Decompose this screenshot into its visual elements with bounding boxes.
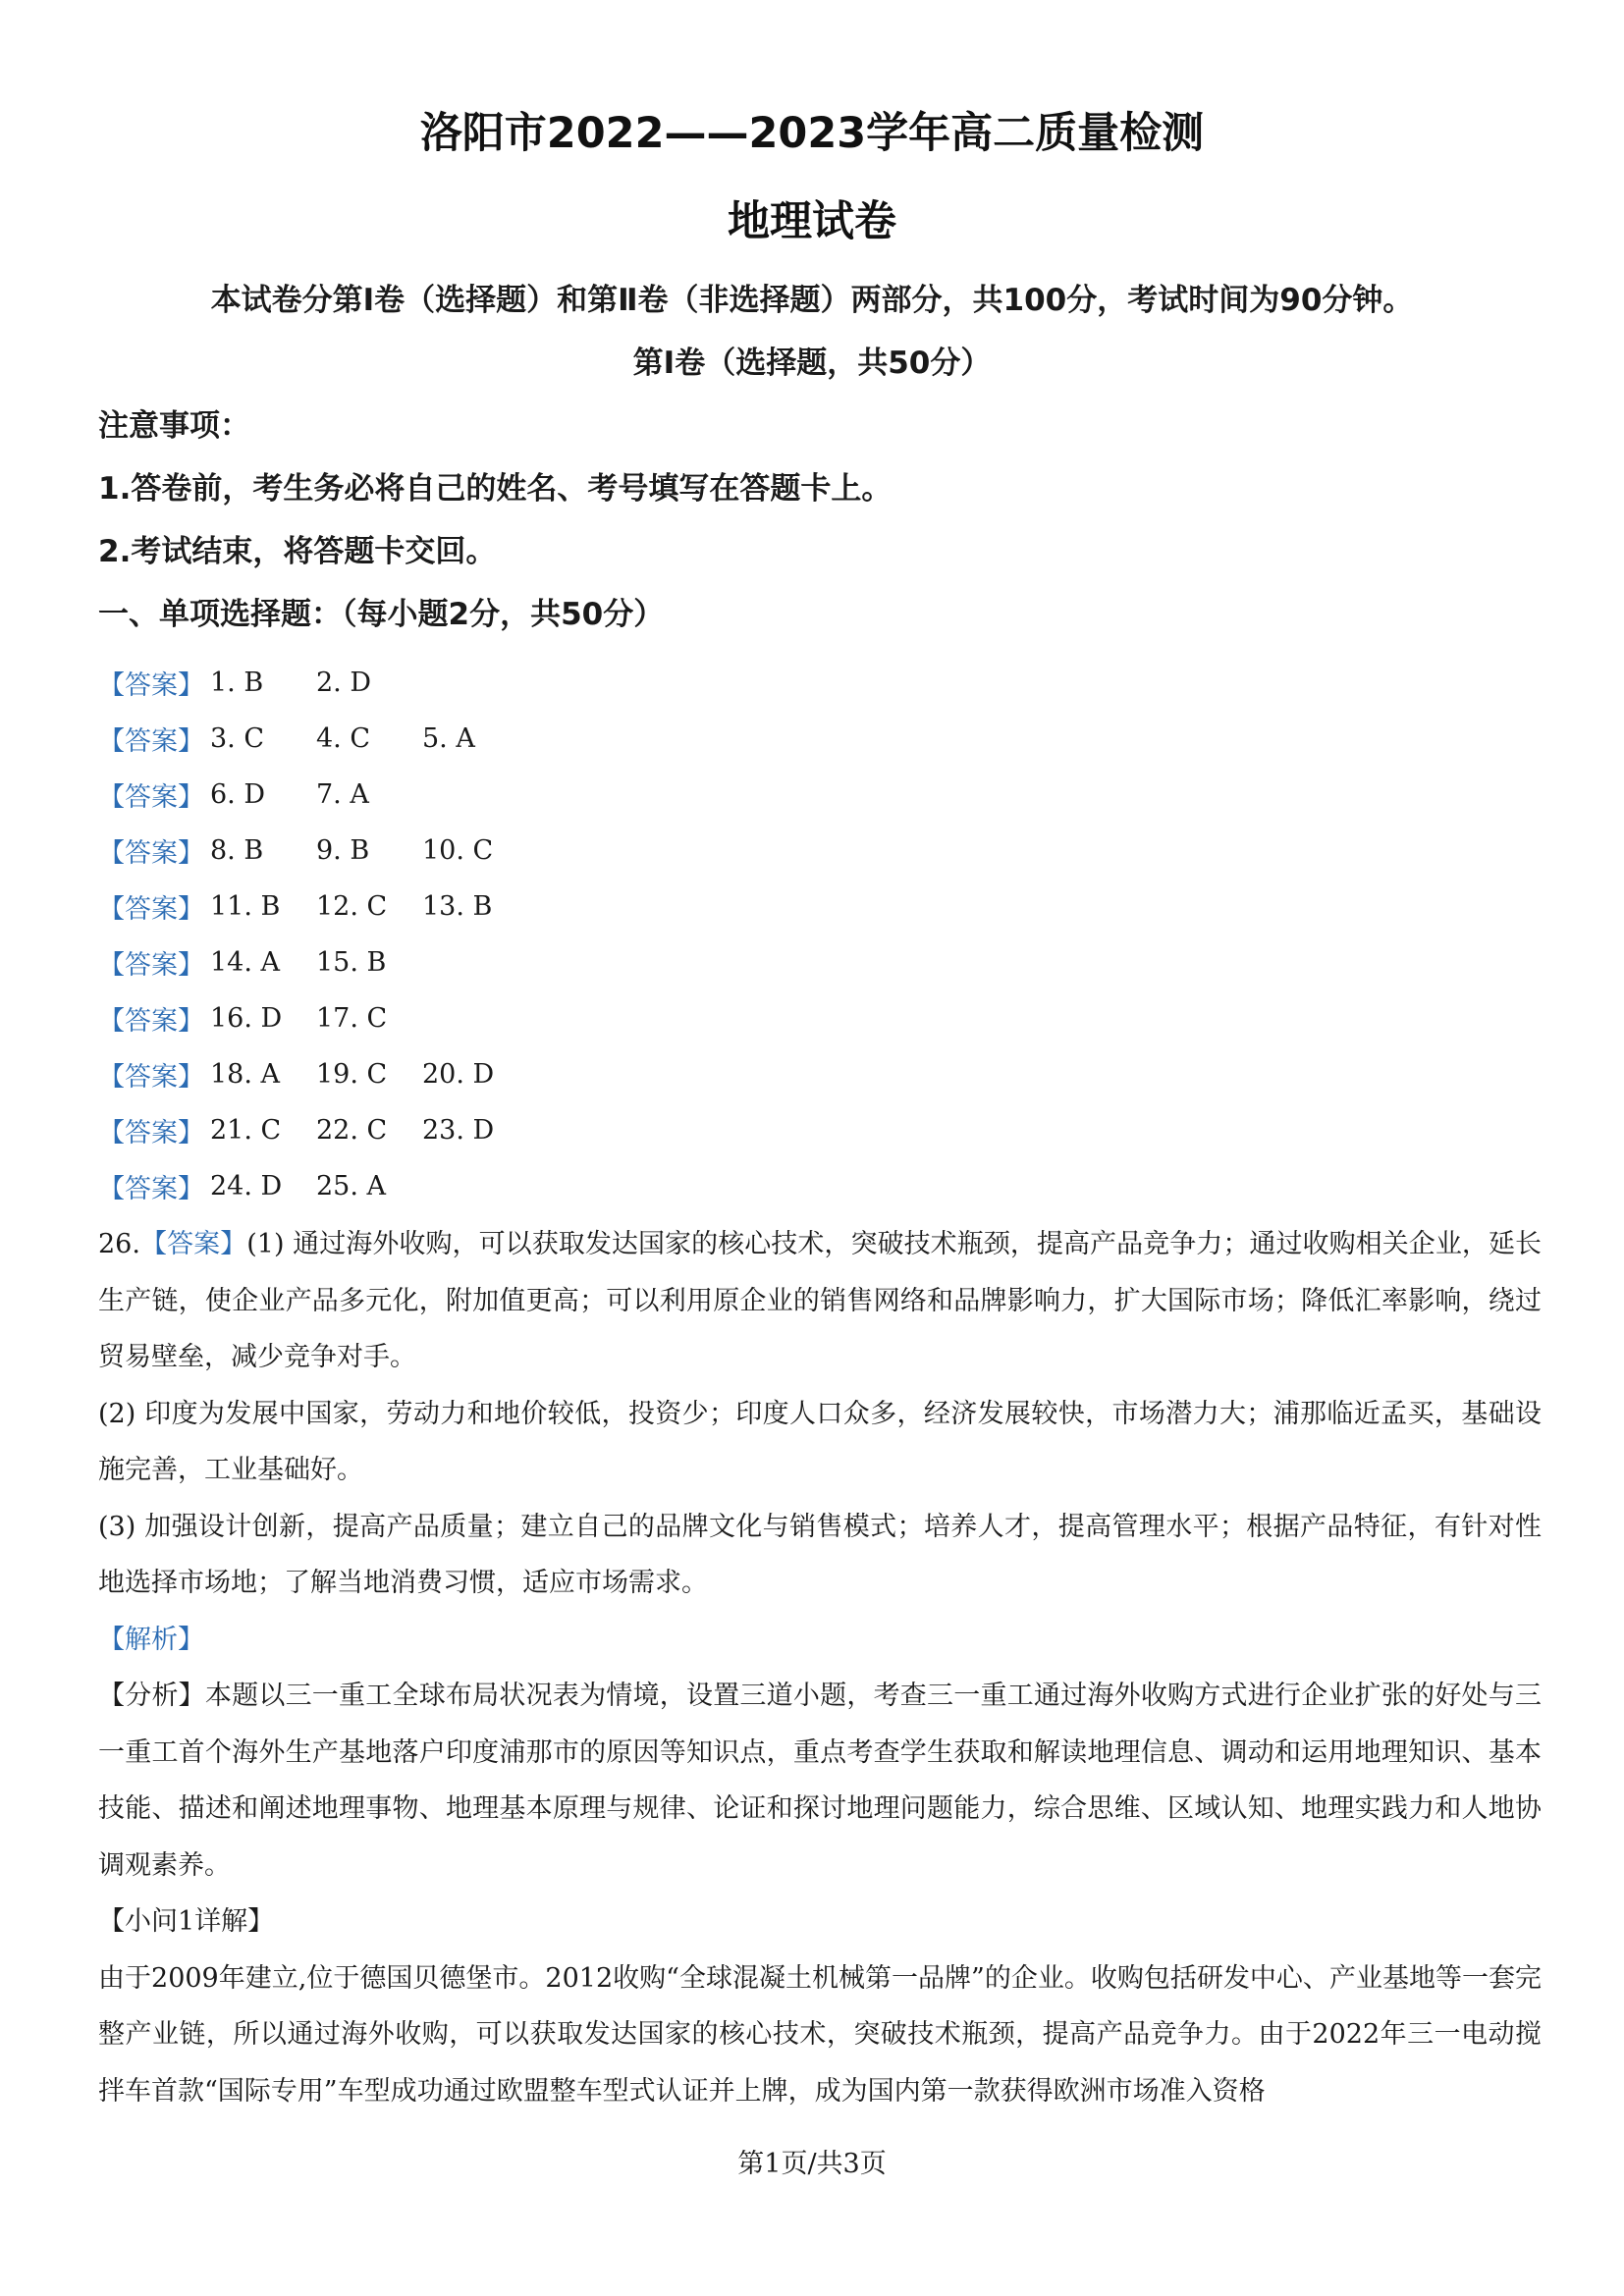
- q26-detail: 由于2009年建立,位于德国贝德堡市。2012收购“全球混凝土机械第一品牌”的企业。收购包括研发中心、产业基地等一套完整产业链，所以通过海外收购，可以获取发达国家的核心技术，突破技术瓶颈，提高产品竞争力。由于2022年三一电动搅拌车首款“国际专用”车型成功通过欧盟整车型式认证并上牌，成为国内第一款获得欧洲市场准入资格: [98, 1962, 1542, 2107]
- answer-row: [98, 823, 528, 879]
- answer-item: 22. C: [316, 1115, 388, 1146]
- q26-detail-tag: 【小问1详解】: [98, 1906, 275, 1937]
- answer-tag: 【答案】: [98, 838, 204, 869]
- answer-tag: 【答案】: [98, 894, 204, 925]
- section1-title: 一、单项选择题：（每小题2分，共50分）: [98, 597, 665, 632]
- answer-item: 19. C: [316, 1059, 388, 1090]
- part1-title: 第Ⅰ卷（选择题，共50分）: [632, 346, 992, 381]
- answer-item: 4. C: [316, 723, 371, 754]
- q26-answer-part2: (2) 印度为发展中国家，劳动力和地价较低，投资少；印度人口众多，经济发展较快，市场潜力大；浦那临近孟买，基础设施完善，工业基础好。: [98, 1398, 1542, 1485]
- answer-row: [98, 711, 528, 767]
- answer-tag: 【答案】: [98, 1174, 204, 1204]
- answer-item: 12. C: [316, 891, 388, 922]
- exam-intro: 本试卷分第Ⅰ卷（选择题）和第Ⅱ卷（非选择题）两部分，共100分，考试时间为90分钟。: [210, 283, 1414, 318]
- answer-item: 23. D: [422, 1115, 495, 1146]
- q26-answer-tag: 【答案】: [139, 1229, 247, 1259]
- answer-item: 10. C: [422, 835, 494, 866]
- answer-tag: 【答案】: [98, 1118, 204, 1148]
- page-footer: 第1页/共3页: [737, 2149, 887, 2179]
- exam-title: 洛阳市2022——2023学年高二质量检测: [419, 109, 1205, 158]
- answer-row: [98, 1102, 528, 1158]
- q26-analysis: 【分析】本题以三一重工全球布局状况表为情境，设置三道小题，考查三一重工通过海外收购方式进行企业扩张的好处与三一重工首个海外生产基地落户印度浦那市的原因等知识点，重点考查学生获取和解读地理信息、调动和运用地理知识、基本技能、描述和阐述地理事物、地理基本原理与规律、论证和探讨地理问题能力，综合思维、区域认知、地理实践力和人地协调观素养。: [98, 1681, 1542, 1881]
- answer-tag: 【答案】: [98, 726, 204, 757]
- answer-row: [98, 1046, 528, 1102]
- answer-item: 5. A: [422, 723, 475, 754]
- answer-item: 15. B: [316, 947, 387, 978]
- answer-item: 1. B: [210, 667, 264, 698]
- answer-item: 9. B: [316, 835, 370, 866]
- answer-item: 7. A: [316, 779, 369, 810]
- q26-answer-part1: (1) 通过海外收购，可以获取发达国家的核心技术，突破技术瓶颈，提高产品竞争力；通过收购相关企业，延长生产链，使企业产品多元化，附加值更高；可以利用原企业的销售网络和品牌影响力，扩大国际市场；降低汇率影响，绕过贸易壁垒，减少竞争对手。: [98, 1229, 1543, 1372]
- notice-heading: 注意事项：: [98, 408, 250, 444]
- answer-tag: 【答案】: [98, 1062, 204, 1093]
- answer-tag: 【答案】: [98, 1006, 204, 1037]
- answer-item: 13. B: [422, 891, 493, 922]
- answer-row: [98, 767, 528, 823]
- answer-item: 17. C: [316, 1003, 388, 1034]
- answer-list: [98, 655, 528, 1214]
- answer-row: [98, 990, 528, 1046]
- answer-item: 14. A: [210, 947, 281, 978]
- answer-item: 11. B: [210, 891, 281, 922]
- q26-block: [98, 1216, 1542, 2119]
- q26-number: 26.: [98, 1229, 140, 1259]
- answer-row: [98, 934, 528, 990]
- answer-item: 25. A: [316, 1171, 387, 1201]
- answer-tag: 【答案】: [98, 950, 204, 981]
- answer-row: [98, 879, 528, 934]
- answer-item: 16. D: [210, 1003, 283, 1034]
- exam-subtitle: 地理试卷: [728, 197, 896, 246]
- answer-tag: 【答案】: [98, 670, 204, 701]
- answer-tag: 【答案】: [98, 782, 204, 813]
- answer-row: [98, 655, 528, 711]
- q26-analysis-tag: 【解析】: [98, 1624, 204, 1655]
- notice-item-1: 1.答卷前，考生务必将自己的姓名、考号填写在答题卡上。: [98, 471, 893, 507]
- answer-item: 18. A: [210, 1059, 281, 1090]
- answer-item: 20. D: [422, 1059, 495, 1090]
- answer-item: 24. D: [210, 1171, 283, 1201]
- answer-item: 3. C: [210, 723, 265, 754]
- answer-row: [98, 1158, 528, 1214]
- answer-item: 2. D: [316, 667, 371, 698]
- answer-item: 6. D: [210, 779, 265, 810]
- notice-item-2: 2.考试结束，将答题卡交回。: [98, 534, 497, 569]
- q26-answer-part3: (3) 加强设计创新，提高产品质量；建立自己的品牌文化与销售模式；培养人才，提高管理水平；根据产品特征，有针对性地选择市场地；了解当地消费习惯，适应市场需求。: [98, 1511, 1542, 1598]
- q26-part1: [98, 1216, 1542, 1386]
- answer-item: 21. C: [210, 1115, 282, 1146]
- answer-item: 8. B: [210, 835, 264, 866]
